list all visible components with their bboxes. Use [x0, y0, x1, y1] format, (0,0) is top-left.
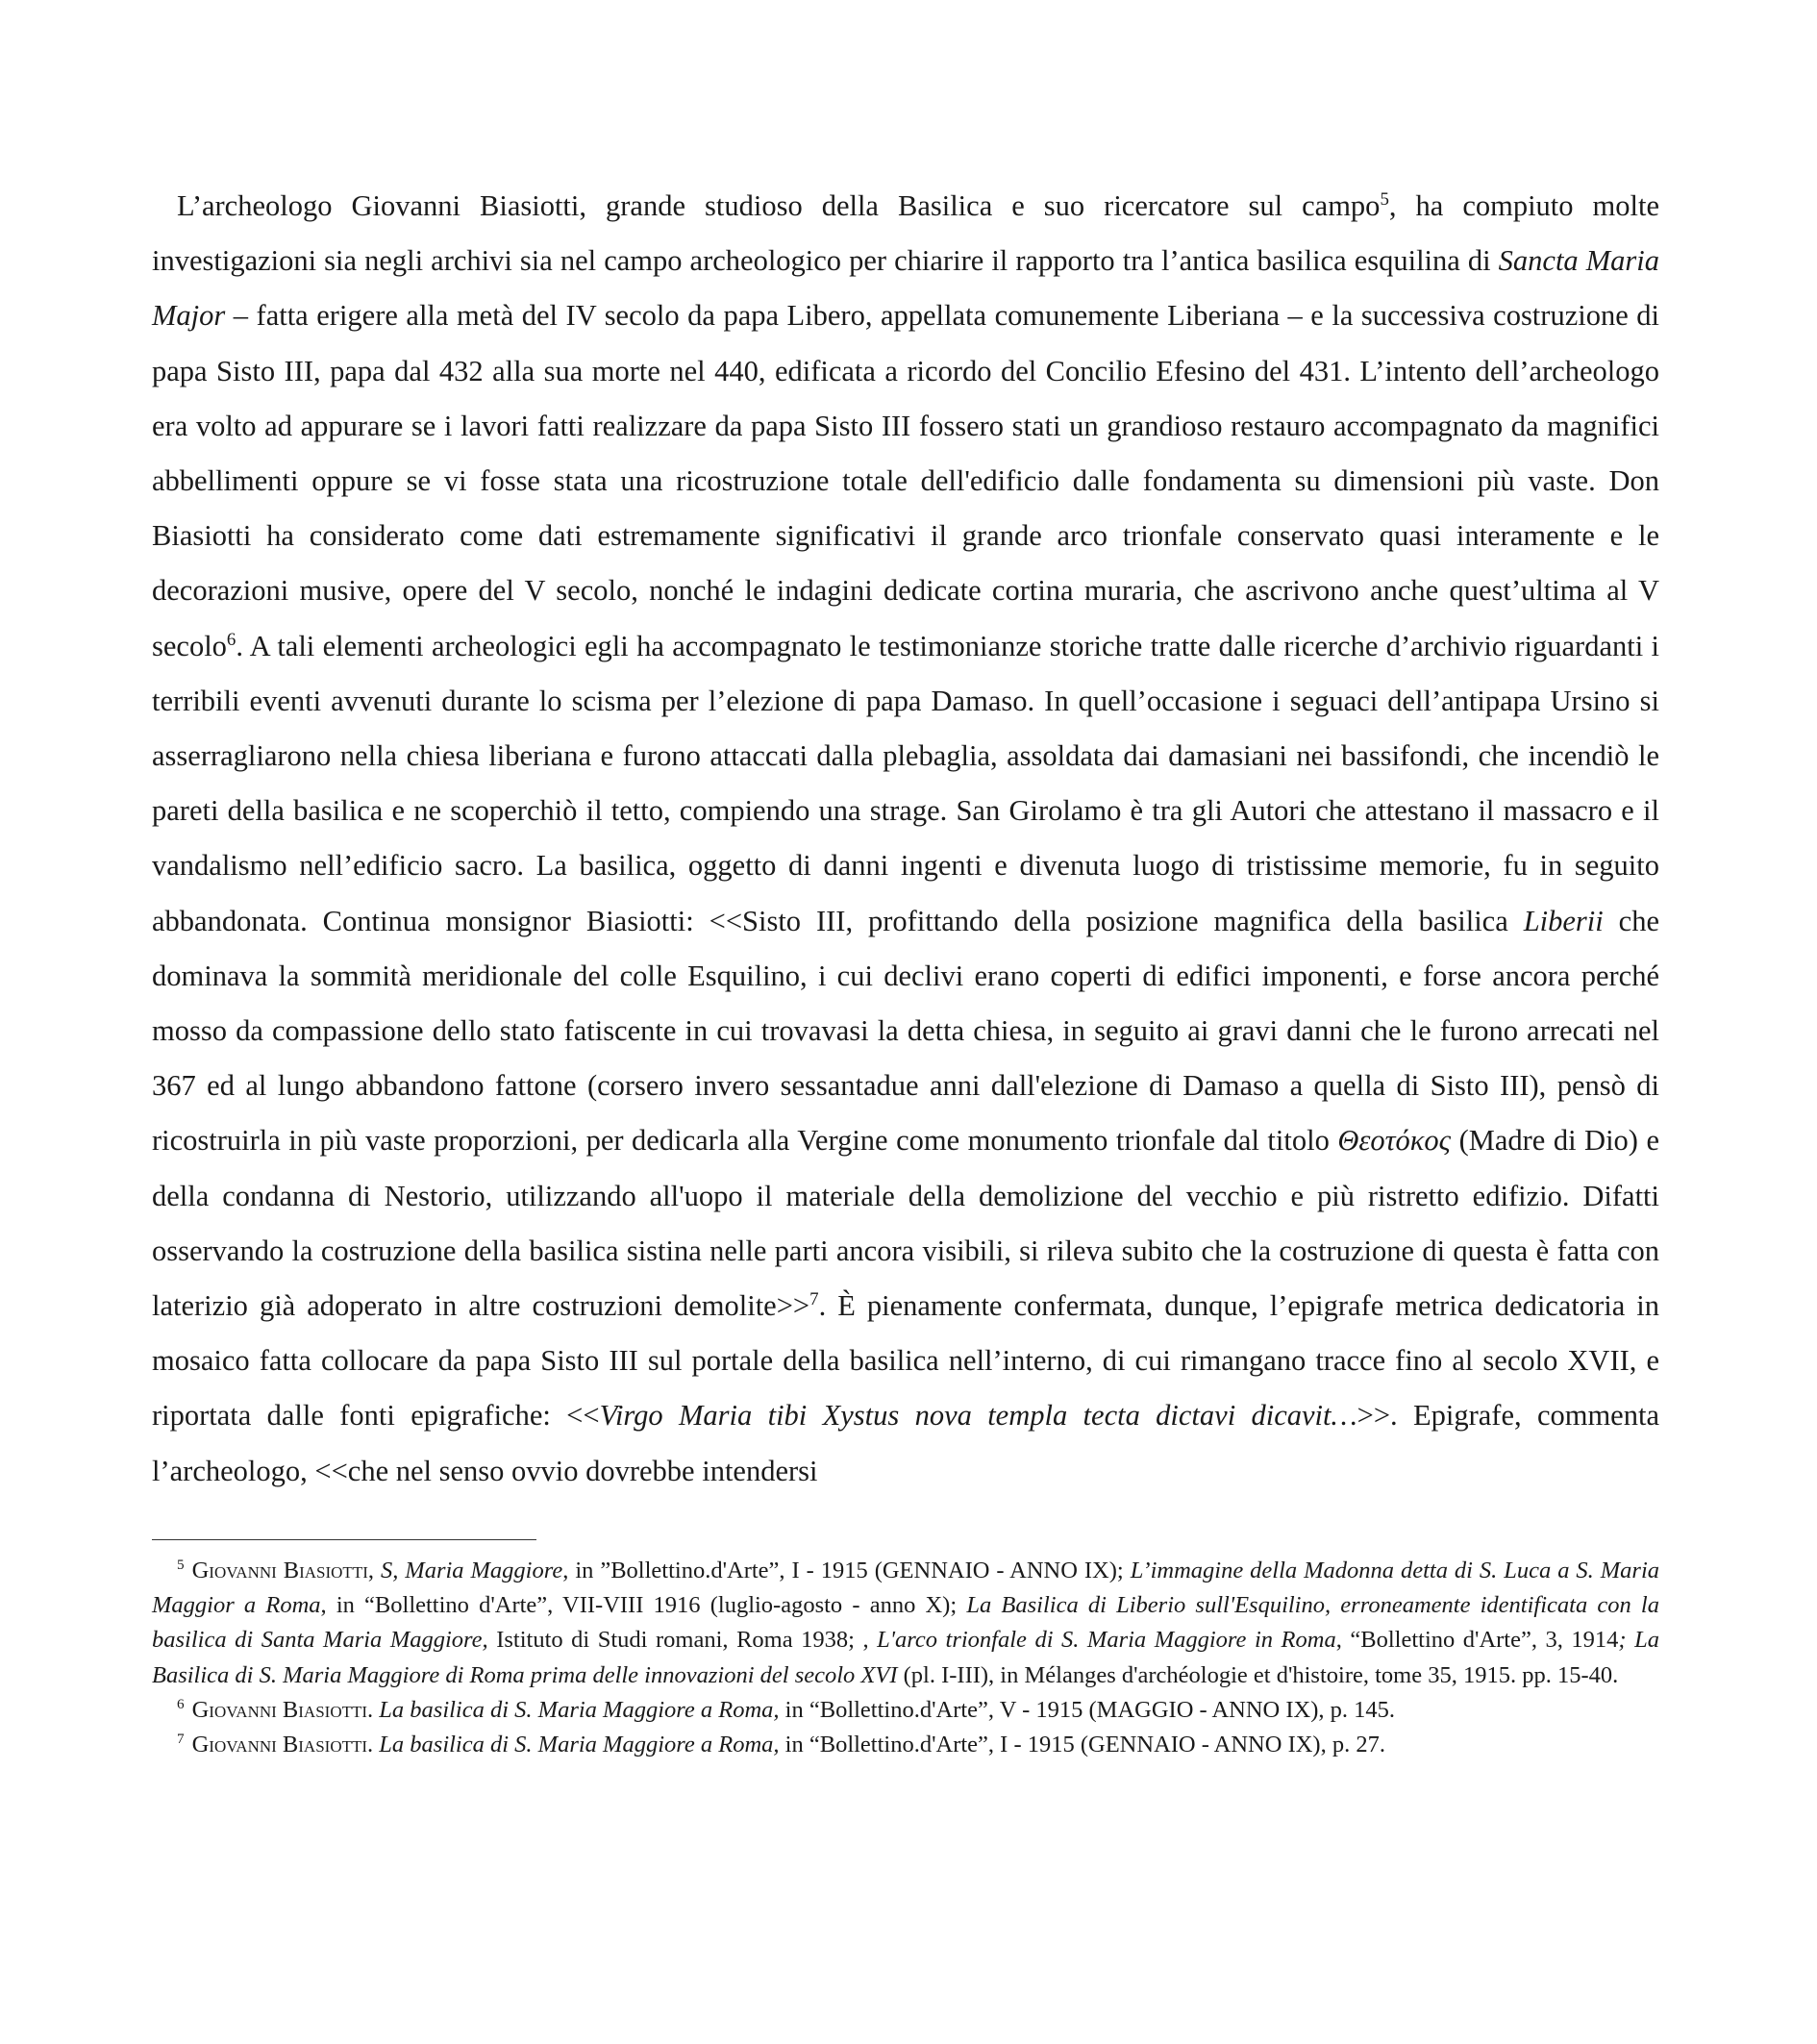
footnote-ref-6[interactable]: 6	[226, 629, 236, 650]
italic-term: Θεοτόκος	[1337, 1124, 1452, 1158]
body-text: L’archeologo Giovanni Biasiotti, grande studioso della Basilica e suo ricercatore sul campo	[177, 189, 1381, 222]
italic-quote: Virgo Maria tibi Xystus nova templa tecta dictavi dicavit…	[599, 1399, 1357, 1433]
footnote-number: 6	[177, 1695, 185, 1712]
footnote-text: in “Bollettino.d'Arte”, V - 1915 (MAGGIO - ANNO IX), p. 145.	[779, 1697, 1395, 1724]
footnote-text: , in “Bollettino d'Arte”, VII-VIII 1916 (luglio-agosto - anno X);	[320, 1592, 958, 1619]
footnote-title: L'arco trionfale di S. Maria Maggiore in Roma	[877, 1627, 1336, 1654]
footnote-author: Giovanni Biasiotti,	[191, 1557, 374, 1583]
footnote-title: ; La Basilica di S. Maria Maggiore di Roma prima delle innovazioni del secolo XVI	[152, 1627, 1659, 1688]
italic-term: Liberii	[1523, 904, 1604, 937]
footnotes	[152, 1554, 1659, 1763]
footnote-5	[152, 1554, 1659, 1693]
body-text: – fatta erigere alla metà del IV secolo da papa Libero, appellata comunemente Liberiana – e la successiva costruzione di papa Sisto III, papa dal 432 alla sua morte nel 440, edificata a ricordo del Concilio Efesino del 431. L’intento dell’archeologo era volto ad appurare se i lavori fatti realizzare da papa Sisto III fossero stati un grandioso restauro accompagnato da magnifici abbellimenti oppure se vi fosse stata una ricostruzione totale dell'edificio dalle fondamenta su dimensioni più vaste. Don Biasiotti ha considerato come dati estremamente significativi il grande arco trionfale conservato quasi interamente e le decorazioni musive, opere del V secolo, nonché le indagini dedicate cortina muraria, che ascrivono anche quest’ultima al V secolo	[152, 299, 1659, 662]
footnote-title: S, Maria Maggiore	[380, 1557, 563, 1583]
footnote-text: in “Bollettino.d'Arte”, I - 1915 (GENNAIO - ANNO IX), p. 27.	[779, 1732, 1385, 1758]
footnote-7	[152, 1728, 1659, 1762]
body-text: . È pienamente confermata, dunque, l’epigrafe metrica dedicatoria in mosaico fatta collocare da papa Sisto III sul portale della basilica nell’interno, di cui rimangano tracce fino al secolo XVII, e riportata dalle fonti epigrafiche: <<	[152, 1289, 1660, 1433]
footnote-text: Istituto di Studi romani, Roma 1938; ,	[487, 1627, 869, 1654]
body-paragraph	[152, 179, 1659, 1499]
footnote-separator	[152, 1539, 536, 1540]
footnote-text: (pl. I-III), in Mélanges d'archéologie et d'histoire, tome 35, 1915. pp. 15-40.	[897, 1661, 1619, 1688]
footnote-title: La basilica di S. Maria Maggiore a Roma,	[379, 1697, 780, 1724]
body-text: , ha compiuto molte investigazioni sia negli archivi sia nel campo archeologico per chiarire il rapporto tra l’antica basilica esquilina di	[152, 189, 1659, 278]
body-text: che dominava la sommità meridionale del colle Esquilino, i cui declivi erano coperti di edifici imponenti, e forse ancora perché mosso da compassione dello stato fatiscente in cui trovavasi la detta chiesa, in seguito ai gravi danni che le furono arrecati nel 367 ed al lungo abbandono fattone (corsero invero sessantadue anni dall'elezione di Damaso a quella di Sisto III), pensò di ricostruirla in più vaste proporzioni, per dedicarla alla Vergine come monumento trionfale dal titolo	[152, 904, 1659, 1158]
footnote-text: , in ”Bollettino.d'Arte”, I - 1915 (GENNAIO - ANNO IX);	[562, 1557, 1124, 1583]
body-text: . A tali elementi archeologici egli ha accompagnato le testimonianze storiche tratte dalle ricerche d’archivio riguardanti i terribili eventi avvenuti durante lo scisma per l’elezione di papa Damaso. In quell’occasione i seguaci dell’antipapa Ursino si asserragliarono nella chiesa liberiana e furono attaccati dalla plebaglia, assoldata dai damasiani nei bassifondi, che incendiò le pareti della basilica e ne scoperchiò il tetto, compiendo una strage. San Girolamo è tra gli Autori che attestano il massacro e il vandalismo nell’edificio sacro. La basilica, oggetto di danni ingenti e divenuta luogo di tristissime memorie, fu in seguito abbandonata. Continua monsignor Biasiotti: <<Sisto III, profittando della posizione magnifica della basilica	[152, 629, 1659, 937]
footnote-author: Giovanni Biasiotti.	[191, 1697, 374, 1724]
footnote-text: , “Bollettino d'Arte”, 3, 1914	[1335, 1627, 1619, 1654]
body-text: (Madre di Dio) e della condanna di Nestorio, utilizzando all'uopo il materiale della demolizione del vecchio e più ristretto edifizio. Difatti osservando la costruzione della basilica sistina nelle parti ancora visibili, si rileva subito che la costruzione di questa è fatta con laterizio già adoperato in altre costruzioni demolite>>	[152, 1124, 1659, 1323]
footnote-number: 7	[177, 1731, 185, 1748]
body-text: >>. Epigrafe, commenta l’archeologo, <<che nel senso ovvio dovrebbe intendersi	[152, 1399, 1659, 1487]
footnote-number: 5	[177, 1556, 185, 1573]
footnote-title: La Basilica di Liberio sull'Esquilino, erroneamente identificata con la basilica di Santa Maria Maggiore,	[152, 1592, 1659, 1654]
italic-term: Sancta Maria Major	[152, 244, 1660, 333]
footnote-title: L’immagine della Madonna detta di S. Luca a S. Maria Maggior a Roma	[152, 1557, 1660, 1619]
footnote-ref-7[interactable]: 7	[809, 1288, 819, 1309]
footnote-title: La basilica di S. Maria Maggiore a Roma,	[379, 1732, 780, 1758]
footnote-author: Giovanni Biasiotti.	[191, 1732, 374, 1758]
footnote-ref-5[interactable]: 5	[1380, 188, 1389, 210]
footnote-6	[152, 1693, 1659, 1728]
document-page	[152, 179, 1659, 1763]
